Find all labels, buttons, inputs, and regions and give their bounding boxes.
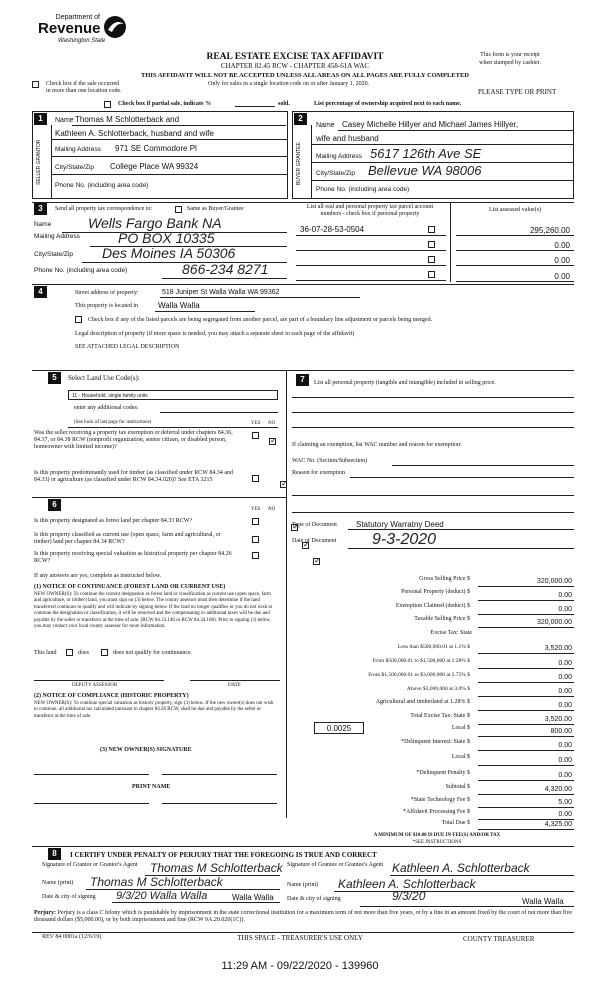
tax-row-total-due: Total Due $ — [441, 820, 470, 826]
receipt-note-1: This form is your receipt — [480, 52, 540, 58]
historic-yes-checkbox[interactable] — [252, 552, 259, 559]
grantee-name-print[interactable]: Kathleen A. Schlotterback — [338, 877, 476, 891]
parcel-value-4[interactable]: 0.00 — [554, 272, 570, 281]
tax-value-total-state[interactable]: 3,520.00 — [544, 716, 572, 723]
tax-row-subtotal: Subtotal $ — [445, 784, 470, 790]
doc-type[interactable]: Statutory Warratny Deed — [356, 520, 444, 529]
see-back-note: (See back of last page for instructions) — [74, 420, 152, 425]
section-8-number: 8 — [48, 848, 61, 860]
land-does-checkbox[interactable] — [66, 649, 73, 656]
section-4-number: 4 — [34, 286, 47, 298]
partial-sold-label: sold. — [278, 101, 290, 107]
section-7-number: 7 — [296, 374, 309, 386]
see-instructions-note: *SEE INSTRUCTIONS — [412, 840, 462, 845]
logo-revenue: Revenue — [38, 20, 101, 37]
grantee-signature[interactable]: Kathleen A. Schlotterback — [392, 861, 530, 875]
recording-stamp: 11:29 AM - 09/22/2020 - 139960 — [221, 960, 379, 972]
notice2-title: (2) NOTICE OF COMPLIANCE (HISTORIC PROPERTY) — [34, 693, 189, 699]
seller-mailing-label: Mailing Address — [55, 146, 101, 153]
seller-name-line1[interactable]: Thomas M Schlotterback and — [75, 115, 180, 124]
buyer-mailing[interactable]: 5617 126th Ave SE — [370, 146, 482, 161]
deputy-assessor-label: DEPUTY ASSESSOR — [72, 683, 118, 688]
tax-row-bracket-4: Above $3,000,000 at 3.0% $ — [406, 686, 470, 692]
print-name-label: PRINT NAME — [132, 784, 171, 790]
buyer-city-label: City/State/Zip — [316, 170, 356, 177]
parcel-value-1[interactable]: 295,260.00 — [529, 226, 570, 235]
send-correspondence-label: Send all property tax correspondence to: — [55, 206, 153, 212]
grantee-sig-label: Signature of Grantee or Grantee's Agent — [287, 862, 384, 868]
historic-no-checkbox[interactable] — [313, 558, 320, 565]
land-does-not-label: does not qualify for continuance. — [113, 650, 193, 656]
segregated-checkbox[interactable] — [75, 316, 82, 323]
grantor-signature[interactable]: Thomas M Schlotterback — [150, 861, 283, 875]
dor-swoosh-icon — [102, 14, 128, 40]
exemption-question: Was the seller receiving a property tax exemption or deferral under chapters 84.36, 84.37, or 84.38 RCW (nonprofit organization, senior citizen, or disabled person, homeowner with limited income)? — [34, 430, 233, 450]
additional-codes-label: enter any additional codes: — [74, 405, 139, 411]
sales-note: Only for sales in a single location code on or after January 1, 2020. — [208, 81, 370, 87]
no-header-5: NO — [268, 421, 276, 426]
instruct-note: If any answers are yes, complete as instructed below. — [34, 573, 162, 579]
land-does-not-checkbox[interactable] — [101, 649, 108, 656]
parcel-value-2[interactable]: 0.00 — [554, 241, 570, 250]
seller-name-line2[interactable]: Kathleen A. Schlotterback, husband and wife — [55, 129, 214, 138]
tax-name-label: Name — [34, 221, 52, 228]
buyer-city[interactable]: Bellevue WA 98006 — [368, 163, 482, 178]
legal-description[interactable]: SEE ATTACHED LEGAL DESCRIPTION — [75, 344, 180, 350]
land-use-code: 11 - Household, single family units — [72, 393, 148, 399]
grantor-date-city[interactable]: 9/3/20 Walla Walla — [116, 890, 208, 902]
multi-location-label: Check box if the sale occurred — [46, 81, 120, 87]
parcel-number-1[interactable]: 36-07-28-53-0504 — [300, 225, 365, 234]
tax-row-delinquent-local: Local $ — [451, 754, 470, 760]
tax-row-exemption: Exemption Claimed (deduct) $ — [395, 603, 470, 609]
multi-location-checkbox[interactable] — [32, 81, 39, 88]
located-in[interactable]: Walla Walla — [158, 301, 200, 310]
tax-row-bracket-1: Less than $500,000.01 at 1.1% $ — [397, 644, 470, 650]
legal-label: Legal description of property (if more space is needed, you may attach a separate sheet to each page of the affidavit) — [75, 331, 355, 337]
same-as-buyer-checkbox[interactable] — [175, 206, 182, 213]
timber-no-checkbox[interactable] — [280, 481, 287, 488]
parcel-value-3[interactable]: 0.00 — [554, 256, 570, 265]
minimum-note: A MINIMUM OF $10.00 IS DUE IN FEE(S) AND/OR TAX — [373, 833, 501, 838]
partial-percent-field[interactable] — [235, 106, 275, 107]
tax-value-bracket-3[interactable]: 0.00 — [558, 674, 572, 681]
doc-date[interactable]: 9-3-2020 — [372, 531, 437, 548]
street-label: Street address of property: — [75, 290, 139, 296]
buyer-side-label: BUYER GRANTEE — [296, 142, 302, 186]
seller-city-label: City/State/Zip — [55, 164, 95, 171]
reason-label: Reason for exemption — [292, 470, 345, 476]
tax-row-personal: Personal Property (deduct) $ — [401, 589, 470, 595]
county-treasurer: COUNTY TREASURER — [463, 935, 535, 943]
same-as-buyer-label: Same as Buyer/Grantee — [187, 206, 244, 212]
tax-phone-label: Phone No. (including area code) — [34, 267, 128, 274]
grantor-name-print[interactable]: Thomas M Schlotterback — [90, 875, 223, 889]
buyer-name-line2[interactable]: wife and husband — [316, 134, 379, 143]
tax-value-total-due[interactable]: 4,325.00 — [544, 821, 572, 828]
forest-question: Is this property designated as forest land per chapter 84.33 RCW? — [34, 518, 193, 524]
tax-city[interactable]: Des Moines IA 50306 — [102, 245, 236, 261]
grantee-date-city-label: Date & city of signing — [287, 896, 341, 902]
yes-header-5: YES — [251, 421, 261, 426]
current-use-yes-checkbox[interactable] — [252, 536, 259, 543]
doc-type-label: Type of Document — [292, 522, 337, 528]
tax-value-processing-fee[interactable]: 0.00 — [558, 811, 572, 818]
print-note: PLEASE TYPE OR PRINT — [478, 88, 557, 96]
tax-value-personal[interactable]: 0.00 — [558, 592, 572, 599]
tax-phone[interactable]: 866-234 8271 — [182, 261, 269, 277]
tax-row-processing-fee: *Affidavit Processing Fee $ — [402, 809, 470, 815]
buyer-mailing-label: Mailing Address — [316, 153, 362, 160]
tax-value-subtotal[interactable]: 4,320.00 — [544, 786, 572, 793]
timber-yes-checkbox[interactable] — [252, 475, 259, 482]
doc-date-label: Date of Document — [292, 538, 337, 544]
form-title: REAL ESTATE EXCISE TAX AFFIDAVIT — [206, 52, 384, 62]
grantor-name-print-label: Name (print) — [42, 880, 74, 886]
parcel-header — [296, 204, 444, 218]
tax-value-delinquent-state[interactable]: 0.00 — [558, 742, 572, 749]
tax-row-gross: Gross Selling Price $ — [419, 576, 470, 582]
tax-value-delinquent-local[interactable]: 0.00 — [558, 757, 572, 764]
land-does-label: does — [78, 650, 89, 656]
current-use-question: Is this property classified as current use (open space, farm and agricultural, or timber) land per chapter 84.34 RCW? — [34, 532, 221, 545]
segregated-label: Check box if any of the listed parcels are being segregated from another parcel, are part of a boundary line adjustment or parcels being merged. — [88, 317, 433, 323]
logo-state: Washington State — [58, 38, 106, 44]
section-2-number: 2 — [294, 113, 307, 125]
parcel-3-personal-checkbox[interactable] — [428, 256, 435, 263]
perjury-label: Perjury: — [34, 910, 56, 916]
tax-row-bracket-3: From $1,500,000.01 to $3,000,000 at 2.75% $ — [368, 672, 470, 678]
yes-header-6: YES — [251, 507, 261, 512]
tax-value-taxable[interactable]: 320,000.00 — [536, 619, 572, 626]
notice1-title: (1) NOTICE OF CONTINUANCE (FOREST LAND OR CURRENT USE) — [34, 584, 226, 590]
buyer-phone-label: Phone No. (including area code) — [316, 186, 410, 193]
perjury-text: Perjury is a class C felony which is punishable by imprisonment in the state correctional institution for a maximum term of not more than five years, or by a fine in an amount fixed by the court of not more than five thousand dollars ($5,000.00), or by both imprisonment and fine (RCW 9A.20.020(1C)). — [34, 910, 573, 923]
grantee-date[interactable]: 9/3/20 — [392, 889, 426, 903]
tax-value-gross[interactable]: 320,000.00 — [536, 578, 572, 585]
complete-warning: THIS AFFIDAVIT WILL NOT BE ACCEPTED UNLESS ALL AREAS ON ALL PAGES ARE FULLY COMPLETED — [141, 72, 469, 79]
tax-row-excise-state: Excise Tax: State — [430, 630, 472, 636]
seller-name-label: Name — [55, 117, 74, 124]
exemption-no-checkbox[interactable] — [269, 438, 276, 445]
tax-row-tech-fee: *State Technology Fee $ — [410, 797, 470, 803]
grantee-name-print-label: Name (print) — [287, 882, 319, 888]
treasurer-space: THIS SPACE - TREASURER'S USE ONLY — [237, 934, 363, 942]
section-5-number: 5 — [48, 372, 61, 384]
parcel-4-personal-checkbox[interactable] — [428, 271, 435, 278]
grantor-date-city-label: Date & city of signing — [42, 894, 96, 900]
assessed-header: List assessed value(s) — [489, 207, 541, 213]
exemption-yes-checkbox[interactable] — [252, 432, 259, 439]
tax-value-penalty[interactable]: 0.00 — [558, 772, 572, 779]
new-owner-signature-title: (3) NEW OWNER(S) SIGNATURE — [100, 747, 192, 753]
logo-dept: Department of — [55, 14, 100, 21]
parcel-1-personal-checkbox[interactable] — [428, 226, 435, 233]
parcel-2-personal-checkbox[interactable] — [428, 241, 435, 248]
timber-question: Is this property predominantly used for timber (as classified under RCW 84.34 and 84.33) or agriculture (as classified under RCW 84.34.020)? See ETA 3215 — [34, 470, 234, 483]
section-6-number: 6 — [48, 499, 61, 511]
assessor-date-label: DATE — [228, 683, 241, 688]
tax-value-bracket-4[interactable]: 0.00 — [558, 688, 572, 695]
multi-location-label-2: in more than one location code. — [46, 88, 122, 94]
tax-value-local[interactable]: 800.00 — [550, 728, 572, 735]
section-1-number: 1 — [34, 113, 47, 125]
tax-row-total-state: Total Excise Tax: State $ — [410, 713, 470, 719]
tax-value-bracket-2[interactable]: 0.00 — [558, 660, 572, 667]
grantee-city[interactable]: Walla Walla — [522, 897, 564, 906]
exemption-claim-label: If claiming an exemption, list WAC number and reason for exemption: — [292, 442, 462, 448]
no-header-6: NO — [268, 507, 276, 512]
partial-sale-label: Check box if partial sale, indicate % — [118, 101, 212, 107]
buyer-name-line1[interactable]: Casey Michelle Hillyer and Michael James Hillyer, — [342, 120, 519, 129]
tax-mailing-label: Mailing Address — [34, 233, 80, 240]
forest-yes-checkbox[interactable] — [252, 518, 259, 525]
notice2-body: NEW OWNER(S): To continue special valuation as historic property, sign (3) below. If the new owner(s) does not wish to continue, all additional tax calculated pursuant to chapter 84.26 RCW, shall be due and payable by the seller or transferor at the time of sale. — [34, 701, 274, 719]
tax-row-penalty: *Delinquent Penalty $ — [416, 770, 470, 776]
seller-city[interactable]: College Place WA 99324 — [110, 162, 199, 171]
local-rate: 0.0025 — [326, 724, 352, 733]
personal-property-label: List all personal property (tangible and intangible) included in selling price. — [314, 380, 496, 386]
dor-logo — [38, 12, 138, 64]
revision-number: REV 84 0001a (12/6/19) — [42, 934, 102, 940]
parcel-header-text: List all real and personal property tax parcel account numbers - check box if personal property — [306, 204, 434, 217]
partial-sale-checkbox[interactable] — [104, 101, 111, 108]
seller-side-label: SELLER GRANTOR — [36, 139, 42, 185]
local-rate-box[interactable] — [314, 722, 364, 734]
perjury-note — [34, 910, 574, 924]
wac-label: WAC No. (Section/Subsection) — [292, 458, 368, 464]
tax-value-agricultural[interactable]: 0.00 — [558, 702, 572, 709]
located-label: This property is located in — [75, 303, 138, 309]
buyer-name-label: Name — [316, 122, 335, 129]
historic-question: Is this property receiving special valuation as historical property per chapter 84.26 RCW? — [34, 551, 232, 564]
tax-value-exemption[interactable]: 0.00 — [558, 606, 572, 613]
tax-row-agricultural: Agricultural and timberland at 1.28% $ — [375, 699, 470, 705]
tax-value-bracket-1[interactable]: 3,520.00 — [544, 645, 572, 652]
tax-name[interactable]: Wells Fargo Bank NA — [88, 215, 222, 231]
tax-value-tech-fee[interactable]: 5.00 — [558, 799, 572, 806]
tax-row-delinquent-state: *Delinquent Interest: State $ — [401, 739, 470, 745]
seller-mailing[interactable]: 971 SE Commodore Pl — [115, 144, 197, 153]
tax-row-bracket-2: From $500,000.01 to $1,500,000 at 1.28% $ — [372, 658, 470, 664]
grantor-city-typed[interactable]: Walla Walla — [232, 893, 274, 902]
receipt-note-2: when stamped by cashier. — [479, 60, 541, 66]
street-address[interactable]: 518 Juniper St Walla Walla WA 99362 — [162, 289, 280, 296]
form-subtitle: CHAPTER 82.45 RCW - CHAPTER 458-61A WAC — [220, 62, 370, 70]
tax-mailing[interactable]: PO BOX 10335 — [118, 230, 215, 246]
grantor-sig-label: Signature of Grantor or Grantor's Agent — [42, 862, 138, 868]
land-use-label: Select Land Use Code(s): — [68, 374, 140, 382]
section-3-number: 3 — [34, 203, 47, 215]
tax-city-label: City/State/Zip — [34, 251, 74, 258]
notice1-body: NEW OWNER(S): To continue the current designation as forest land or classification as current use (open space, farm and agriculture, or timber) land, you must sign on (3) below. The county assessor must then determine if the land transferred continues to qualify and will indicate by signing below. If the land no longer qualifies or you do not wish to continue the designation or classification, it will be removed and the compensating or additional taxes will be due and payable by the seller or transferor at the time of sale. (RCW 84.33.140 or RCW 84.34.108). Prior to signing (3) below, you may contact your local county assessor for more information. — [34, 592, 273, 630]
certify-statement: I CERTIFY UNDER PENALTY OF PERJURY THAT THE FOREGOING IS TRUE AND CORRECT — [70, 851, 377, 859]
seller-phone-label: Phone No. (including area code) — [55, 182, 149, 189]
tax-row-local: Local $ — [451, 725, 470, 731]
tax-row-taxable: Taxable Selling Price $ — [414, 616, 470, 622]
ownership-label: List percentage of ownership acquired next to each name. — [314, 101, 462, 107]
land-use-select[interactable] — [68, 390, 278, 400]
middle-divider — [286, 370, 287, 818]
land-label: This land — [34, 650, 57, 656]
